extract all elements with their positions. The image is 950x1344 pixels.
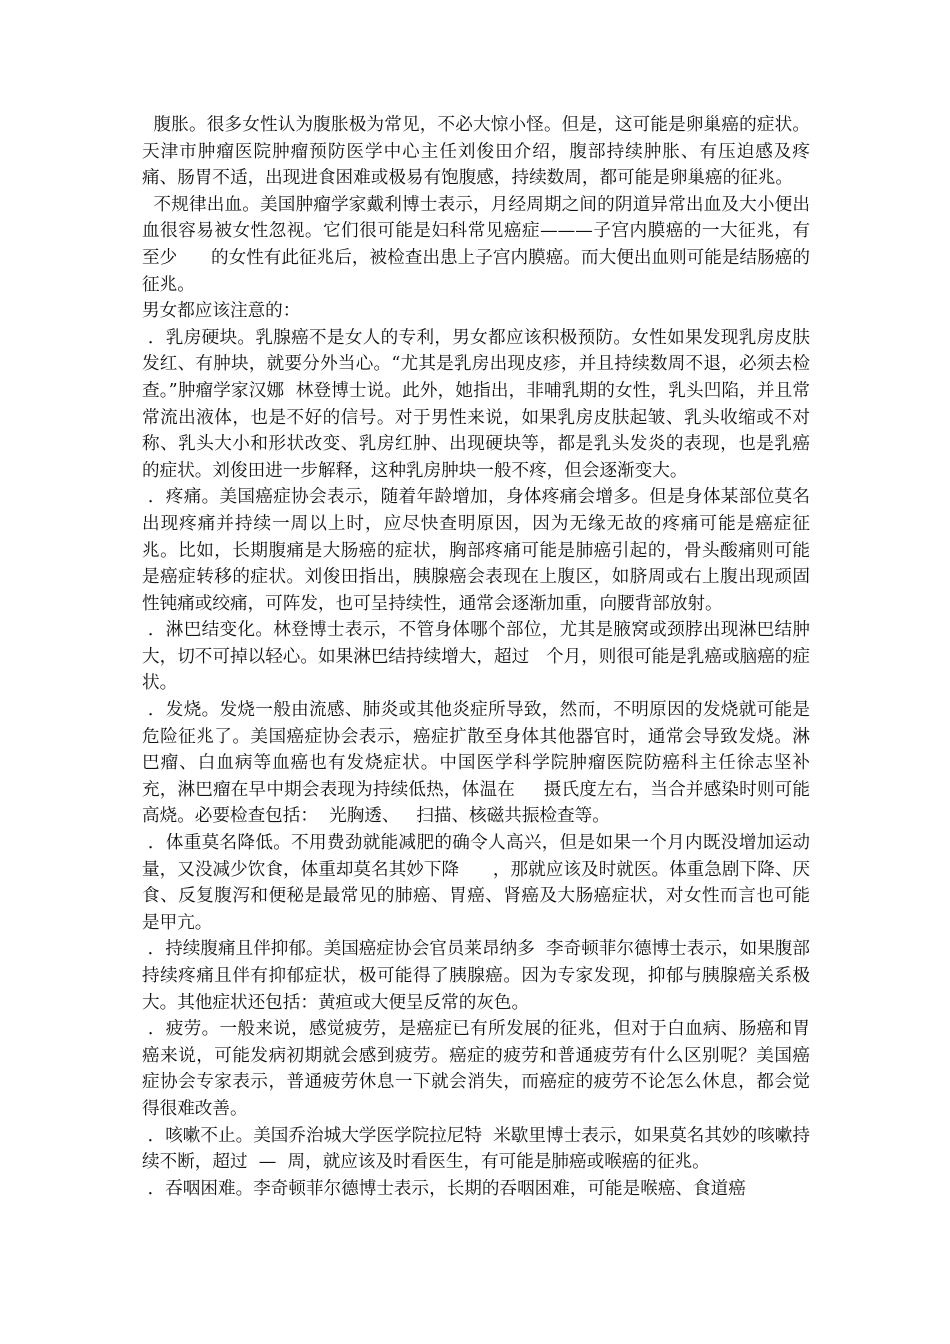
paragraph-weight-loss: ．体重莫名降低。不用费劲就能减肥的确令人高兴，但是如果一个月内既没增加运动量，又没减少饮食，体重却莫名其妙下降 ，那就应该及时就医。体重急剧下降、厌食、反复腹泻和便秘是最常见的肺癌、胃癌、肾癌及大肠癌症状，对女性而言也可能是甲亢。 [142,833,810,933]
document-body [142,112,810,1202]
paragraph-irregular-bleeding: 不规律出血。美国肿瘤学家戴利博士表示，月经周期之间的阴道异常出血及大小便出血很容易被女性忽视。它们很可能是妇科常见癌症———子宫内膜癌的一大征兆，有至少 的女性有此征兆后，被检查出患上子宫内膜癌。而大便出血则可能是结肠癌的征兆。 [142,194,810,295]
paragraph-fever: ．发烧。发烧一般由流感、肺炎或其他炎症所导致，然而，不明原因的发烧就可能是危险征兆了。美国癌症协会表示，癌症扩散至身体其他器官时，通常会导致发烧。淋巴瘤、白血病等血癌也有发烧症状。中国医学科学院肿瘤医院防癌科主任徐志坚补充，淋巴瘤在早中期会表现为持续低热，体温在 摄氏度左右，当合并感染时则可能高烧。必要检查包括： 光胸透、 扫描、核磁共振检查等。 [142,700,810,827]
paragraph-abdominal-pain-depression: ．持续腹痛且伴抑郁。美国癌症协会官员莱昂纳多 李奇顿菲尔德博士表示，如果腹部持续疼痛且伴有抑郁症状，极可能得了胰腺癌。因为专家发现，抑郁与胰腺癌关系极大。其他症状还包括：黄疸或大便呈反常的灰色。 [142,939,810,1013]
paragraph-breast-lump: ．乳房硬块。乳腺癌不是女人的专利，男女都应该积极预防。女性如果发现乳房皮肤发红、有肿块，就要分外当心。“尤其是乳房出现皮疹，并且持续数周不退，必须去检查。”肿瘤学家汉娜 林登博士说。此外，她指出，非哺乳期的女性，乳头凹陷，并且常常流出液体，也是不好的信号。对于男性来说，如果乳房皮肤起皱、乳头收缩或不对称、乳头大小和形状改变、乳房红肿、出现硬块等，都是乳头发炎的表现，也是乳癌的症状。刘俊田进一步解释，这种乳房肿块一般不疼，但会逐渐变大。 [142,327,810,481]
paragraph-fatigue: ．疲劳。一般来说，感觉疲劳，是癌症已有所发展的征兆，但对于白血病、肠癌和胃癌来说，可能发病初期就会感到疲劳。癌症的疲劳和普通疲劳有什么区别呢？美国癌症协会专家表示，普通疲劳休息一下就会消失，而癌症的疲劳不论怎么休息，都会觉得很难改善。 [142,1019,810,1119]
paragraph-pain: ．疼痛。美国癌症协会表示，随着年龄增加，身体疼痛会增多。但是身体某部位莫名出现疼痛并持续一周以上时，应尽快查明原因，因为无缘无故的疼痛可能是癌症征兆。比如，长期腹痛是大肠癌的症状，胸部疼痛可能是肺癌引起的，骨头酸痛则可能是癌症转移的症状。刘俊田指出，胰腺癌会表现在上腹区，如脐周或右上腹出现顽固性钝痛或绞痛，可阵发，也可呈持续性，通常会逐渐加重，向腰背部放射。 [142,487,810,614]
paragraph-bloating: 腹胀。很多女性认为腹胀极为常见，不必大惊小怪。但是，这可能是卵巢癌的症状。天津市肿瘤医院肿瘤预防医学中心主任刘俊田介绍，腹部持续肿胀、有压迫感及疼痛、肠胃不适，出现进食困难或极易有饱腹感，持续数周，都可能是卵巢癌的征兆。 [142,115,810,189]
paragraph-swallowing: ．吞咽困难。李奇顿菲尔德博士表示，长期的吞咽困难，可能是喉癌、食道癌 [142,1178,746,1199]
section-heading-both-sexes: 男女都应该注意的： [142,301,301,322]
paragraph-lymph-node: ．淋巴结变化。林登博士表示，不管身体哪个部位，尤其是腋窝或颈脖出现淋巴结肿大，切不可掉以轻心。如果淋巴结持续增大，超过 个月，则很可能是乳癌或脑癌的症状。 [142,620,810,694]
paragraph-cough: ．咳嗽不止。美国乔治城大学医学院拉尼特 米歇里博士表示，如果莫名其妙的咳嗽持续不断，超过 — 周，就应该及时看医生，有可能是肺癌或喉癌的征兆。 [142,1125,810,1173]
